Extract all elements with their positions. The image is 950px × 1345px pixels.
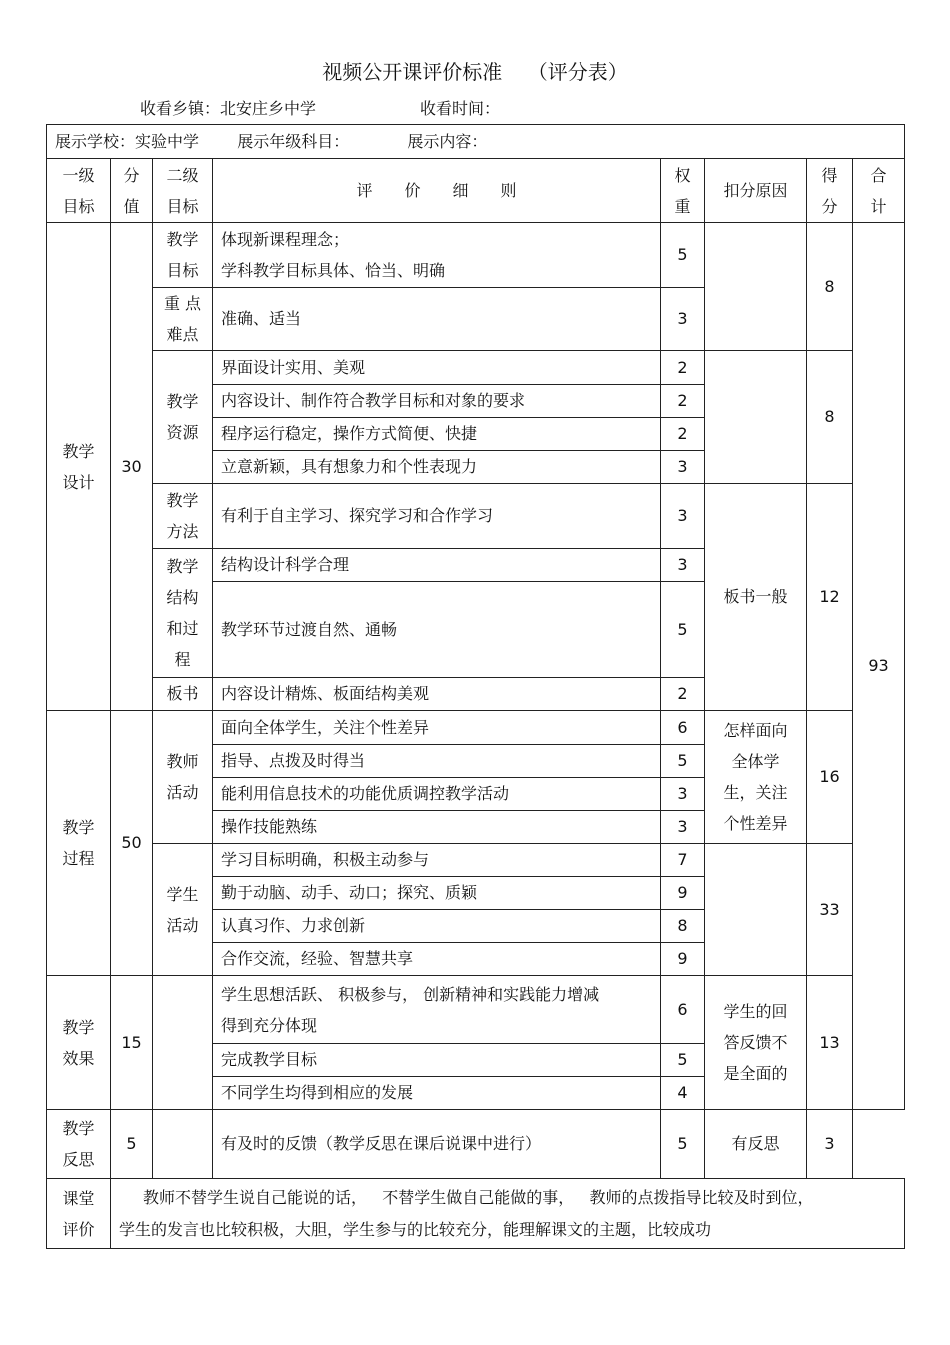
grade-subject-label: 展示年级科目：	[237, 131, 350, 151]
evaluation-label: 课堂 评价	[47, 1179, 111, 1249]
row-weight: 5	[661, 1044, 705, 1077]
score-cell: 16	[807, 711, 853, 844]
deduct-cell	[705, 844, 807, 976]
sub-board: 板书	[153, 678, 213, 711]
page-title: 视频公开课评价标准 （评分表）	[322, 60, 628, 84]
header-got: 得 分	[807, 159, 853, 223]
row-detail: 完成教学目标	[213, 1044, 661, 1077]
section-design: 教学 设计	[47, 223, 111, 711]
row-detail: 教学环节过渡自然、通畅	[213, 582, 661, 678]
row-detail: 操作技能熟练	[213, 811, 661, 844]
sub-empty	[153, 976, 213, 1110]
score-cell: 3	[807, 1110, 853, 1179]
deduct-teacher: 怎样面向 全体学 生，关注 个性差异	[705, 711, 807, 844]
deduct-reflect: 有反思	[705, 1110, 807, 1179]
row-weight: 6	[661, 976, 705, 1044]
row-detail: 合作交流，经验、智慧共享	[213, 943, 661, 976]
section-reflect: 教学 反思	[47, 1110, 111, 1179]
row-detail: 认真习作、力求创新	[213, 910, 661, 943]
sub-key-points: 重 点 难点	[153, 288, 213, 351]
row-detail: 准确、适当	[213, 288, 661, 351]
score-cell: 13	[807, 976, 853, 1110]
viewing-time-label: 收看时间：	[420, 99, 501, 118]
sub-resource: 教学 资源	[153, 351, 213, 484]
row-detail: 勤于动脑、动手、动口；探究、质颖	[213, 877, 661, 910]
evaluation-line-2: 学生的发言也比较积极，大胆，学生参与的比较充分，能理解课文的主题，比较成功	[119, 1219, 712, 1239]
score-cell: 8	[807, 223, 853, 351]
section-effect: 教学 效果	[47, 976, 111, 1110]
deduct-cell	[705, 351, 807, 484]
score-cell: 33	[807, 844, 853, 976]
row-weight: 3	[661, 484, 705, 549]
sub-method: 教学 方法	[153, 484, 213, 549]
sub-empty	[153, 1110, 213, 1179]
section-effect-score: 15	[111, 976, 153, 1110]
row-detail: 不同学生均得到相应的发展	[213, 1077, 661, 1110]
header-details: 评 价 细 则	[213, 159, 661, 223]
section-design-score: 30	[111, 223, 153, 711]
row-weight: 2	[661, 678, 705, 711]
evaluation-line-1: 教师不替学生说自己能说的话， 不替学生做自己能做的事， 教师的点拨指导比较及时到位，	[143, 1187, 814, 1207]
row-weight: 3	[661, 811, 705, 844]
row-detail: 界面设计实用、美观	[213, 351, 661, 385]
row-weight: 6	[661, 711, 705, 745]
row-weight: 2	[661, 351, 705, 385]
sub-goal: 教学 目标	[153, 223, 213, 288]
deduct-board: 板书一般	[705, 484, 807, 711]
row-weight: 5	[661, 582, 705, 678]
row-weight: 7	[661, 844, 705, 877]
header-deduct: 扣分原因	[705, 159, 807, 223]
sub-teacher-activity: 教师 活动	[153, 711, 213, 844]
header-total: 合 计	[853, 159, 905, 223]
row-detail: 学习目标明确，积极主动参与	[213, 844, 661, 877]
row-weight: 9	[661, 943, 705, 976]
sub-student-activity: 学生 活动	[153, 844, 213, 976]
row-weight: 3	[661, 549, 705, 582]
row-weight: 2	[661, 385, 705, 418]
row-detail: 内容设计、制作符合教学目标和对象的要求	[213, 385, 661, 418]
row-weight: 4	[661, 1077, 705, 1110]
score-cell: 12	[807, 484, 853, 711]
row-weight: 3	[661, 778, 705, 811]
row-detail: 能利用信息技术的功能优质调控教学活动	[213, 778, 661, 811]
section-process: 教学 过程	[47, 711, 111, 976]
row-detail: 程序运行稳定，操作方式简便、快捷	[213, 418, 661, 451]
score-cell: 8	[807, 351, 853, 484]
header-weight: 权 重	[661, 159, 705, 223]
school-label: 展示学校：实验中学	[55, 131, 200, 151]
row-weight: 5	[661, 223, 705, 288]
row-weight: 5	[661, 745, 705, 778]
evaluation-table	[46, 124, 905, 1249]
row-detail: 学生思想活跃、 积极参与， 创新精神和实践能力增减 得到充分体现	[213, 976, 661, 1044]
info-row	[47, 125, 905, 159]
content-label: 展示内容：	[407, 131, 488, 151]
deduct-effect: 学生的回 答反馈不 是全面的	[705, 976, 807, 1110]
header-score: 分 值	[111, 159, 153, 223]
row-detail: 结构设计科学合理	[213, 549, 661, 582]
evaluation-text	[111, 1179, 905, 1249]
total-score: 93	[853, 223, 905, 1110]
row-weight: 2	[661, 418, 705, 451]
section-process-score: 50	[111, 711, 153, 976]
section-reflect-score: 5	[111, 1110, 153, 1179]
row-detail: 体现新课程理念； 学科教学目标具体、恰当、明确	[213, 223, 661, 288]
row-detail: 有利于自主学习、探究学习和合作学习	[213, 484, 661, 549]
header-level1: 一级 目标	[47, 159, 111, 223]
header-level2: 二级 目标	[153, 159, 213, 223]
row-weight: 3	[661, 288, 705, 351]
sub-structure: 教学 结构 和过 程	[153, 549, 213, 678]
row-detail: 指导、点拨及时得当	[213, 745, 661, 778]
row-detail: 面向全体学生，关注个性差异	[213, 711, 661, 745]
row-detail: 有及时的反馈（教学反思在课后说课中进行）	[213, 1110, 661, 1179]
row-weight: 5	[661, 1110, 705, 1179]
row-detail: 内容设计精炼、板面结构美观	[213, 678, 661, 711]
township-label: 收看乡镇：北安庄乡中学	[140, 99, 317, 118]
row-weight: 3	[661, 451, 705, 484]
row-weight: 8	[661, 910, 705, 943]
row-weight: 9	[661, 877, 705, 910]
row-detail: 立意新颖，具有想象力和个性表现力	[213, 451, 661, 484]
deduct-cell	[705, 223, 807, 351]
